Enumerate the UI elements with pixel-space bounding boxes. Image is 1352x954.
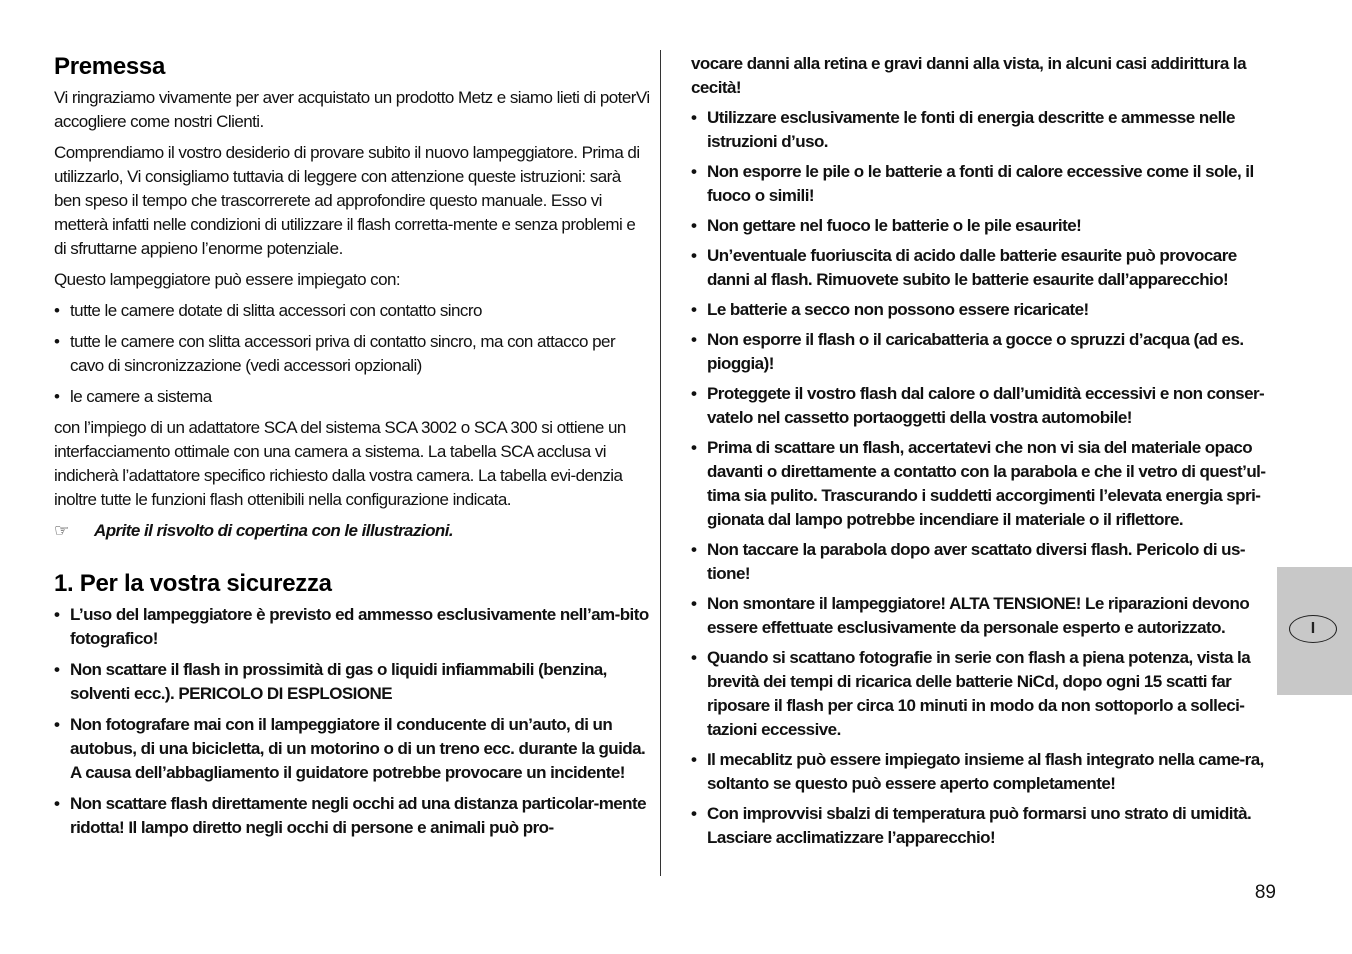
bullet-icon: •	[691, 330, 697, 349]
bullet-icon: •	[691, 594, 697, 613]
paragraph-sca: con l’impiego di un adattatore SCA del sistema SCA 3002 o SCA 300 si ottiene un interfacciamento ottimale con una camera a sistema. La tabella SCA acclusa vi indicherà l’adattatore specifico richiesto dalla vostra camera. La tabella evi-denzia inoltre tutte le funzioni flash ottenibili nella configurazione indicata.	[54, 418, 626, 509]
paragraph-intro: Vi ringraziamo vivamente per aver acquistato un prodotto Metz e siamo lieti di poterVi accogliere come nostri Clienti.	[54, 88, 650, 131]
bullet-icon: •	[691, 648, 697, 667]
safety-item: • Il mecablitz può essere impiegato insieme al flash integrato nella came-ra, soltanto se questo può essere aperto completamente!	[691, 748, 1275, 796]
page-number: 89	[1254, 882, 1276, 903]
list-item: • le camere a sistema	[54, 385, 650, 409]
safety-item: • Non esporre le pile o le batterie a fonti di calore eccessive come il sole, il fuoco o simili!	[691, 160, 1275, 208]
bullet-icon: •	[691, 300, 697, 319]
bullet-icon: •	[54, 660, 60, 679]
safety-continuation: vocare danni alla retina e gravi danni alla vista, in alcuni casi addirittura la cecità!	[691, 54, 1247, 97]
pointing-hand-icon: ☞	[54, 521, 69, 540]
heading-premessa: Premessa	[54, 53, 166, 80]
bullet-icon: •	[54, 715, 60, 734]
bullet-icon: •	[691, 108, 697, 127]
column-divider	[660, 50, 661, 876]
safety-item: • Proteggete il vostro flash dal calore o dall’umidità eccessivi e non conser-vatelo nel cassetto portaoggetti della vostra automobile!	[691, 382, 1275, 430]
safety-item: • Con improvvisi sbalzi di temperatura può formarsi uno strato di umidità. Lasciare acclimatizzare l’apparecchio!	[691, 802, 1275, 850]
bullet-icon: •	[691, 384, 697, 403]
bullet-icon: •	[691, 804, 697, 823]
heading-sicurezza: 1. Per la vostra sicurezza	[54, 570, 332, 597]
list-item: • tutte le camere con slitta accessori priva di contatto sincro, ma con attacco per cavo di sincronizzazione (vedi accessori opzionali)	[54, 330, 650, 378]
bullet-icon: •	[691, 216, 697, 235]
bullet-icon: •	[691, 540, 697, 559]
bullet-icon: •	[54, 332, 60, 351]
bullet-icon: •	[54, 794, 60, 813]
bullet-icon: •	[691, 438, 697, 457]
bullet-icon: •	[691, 162, 697, 181]
safety-item: • Non taccare la parabola dopo aver scattato diversi flash. Pericolo di us-tione!	[691, 538, 1275, 586]
bullet-icon: •	[54, 387, 60, 406]
safety-item: • Non gettare nel fuoco le batterie o le pile esaurite!	[691, 214, 1275, 238]
language-tab	[1277, 567, 1352, 695]
safety-item: • Utilizzare esclusivamente le fonti di energia descritte e ammesse nelle istruzioni d’uso.	[691, 106, 1275, 154]
safety-item: • Non smontare il lampeggiatore! ALTA TENSIONE! Le riparazioni devono essere effettuate esclusivamente da personale esperto e autorizzato.	[691, 592, 1275, 640]
paragraph-instructions: Comprendiamo il vostro desiderio di provare subito il nuovo lampeggiatore. Prima di utilizzarlo, Vi consigliamo tuttavia di leggere con attenzione queste istruzioni: sarà ben speso il tempo che trascorrerete ad approfondire questo manuale. Esso vi metterà infatti nelle condizioni di utilizzare il flash corretta-mente e senza problemi e di sfruttarne appieno l’enorme potenziale.	[54, 143, 640, 258]
safety-item: • Non scattare il flash in prossimità di gas o liquidi infiammabili (benzina, solventi ecc.). PERICOLO DI ESPLOSIONE	[54, 658, 650, 706]
bullet-icon: •	[691, 750, 697, 769]
safety-item: • Le batterie a secco non possono essere ricaricate!	[691, 298, 1275, 322]
safety-item: • Non scattare flash direttamente negli occhi ad una distanza particolar-mente ridotta! Il lampo diretto negli occhi di persone e animali può pro-	[54, 792, 650, 840]
safety-item: • Non fotografare mai con il lampeggiatore il conducente di un’auto, di un autobus, di una bicicletta, di un motorino o di un treno ecc. durante la guida. A causa dell’abbagliamento il guidatore potrebbe provocare un incidente!	[54, 713, 650, 785]
paragraph-usage: Questo lampeggiatore può essere impiegato con:	[54, 270, 401, 289]
left-column	[54, 52, 650, 847]
note-illustrations	[54, 519, 650, 543]
safety-item: • Prima di scattare un flash, accertatevi che non vi sia del materiale opaco davanti o direttamente a contatto con la parabola e che il vetro di quest’ul-tima sia pulito. Trascurando i suddetti accorgimenti l’elevata energia spri-gionata dal lampo potrebbe incendiare il materiale o il riflettore.	[691, 436, 1275, 532]
bullet-icon: •	[691, 246, 697, 265]
language-badge: I	[1289, 615, 1337, 643]
list-item: • tutte le camere dotate di slitta accessori con contatto sincro	[54, 299, 650, 323]
bullet-icon: •	[54, 605, 60, 624]
safety-item: • L’uso del lampeggiatore è previsto ed ammesso esclusivamente nell’am-bito fotografico!	[54, 603, 650, 651]
safety-item: • Quando si scattano fotografie in serie con flash a piena potenza, vista la brevità dei tempi di ricarica delle batterie NiCd, dopo ogni 15 scatti far riposare il flash per circa 10 minuti in modo da non sottoporlo a solleci-tazioni eccessive.	[691, 646, 1275, 742]
bullet-icon: •	[54, 301, 60, 320]
note-text: Aprite il risvolto di copertina con le illustrazioni.	[94, 521, 454, 540]
safety-item: • Un’eventuale fuoriuscita di acido dalle batterie esaurite può provocare danni al flash. Rimuovete subito le batterie esaurite dall’apparecchio!	[691, 244, 1275, 292]
safety-item: • Non esporre il flash o il caricabatteria a gocce o spruzzi d’acqua (ad es. pioggia)!	[691, 328, 1275, 376]
right-column	[691, 52, 1275, 856]
